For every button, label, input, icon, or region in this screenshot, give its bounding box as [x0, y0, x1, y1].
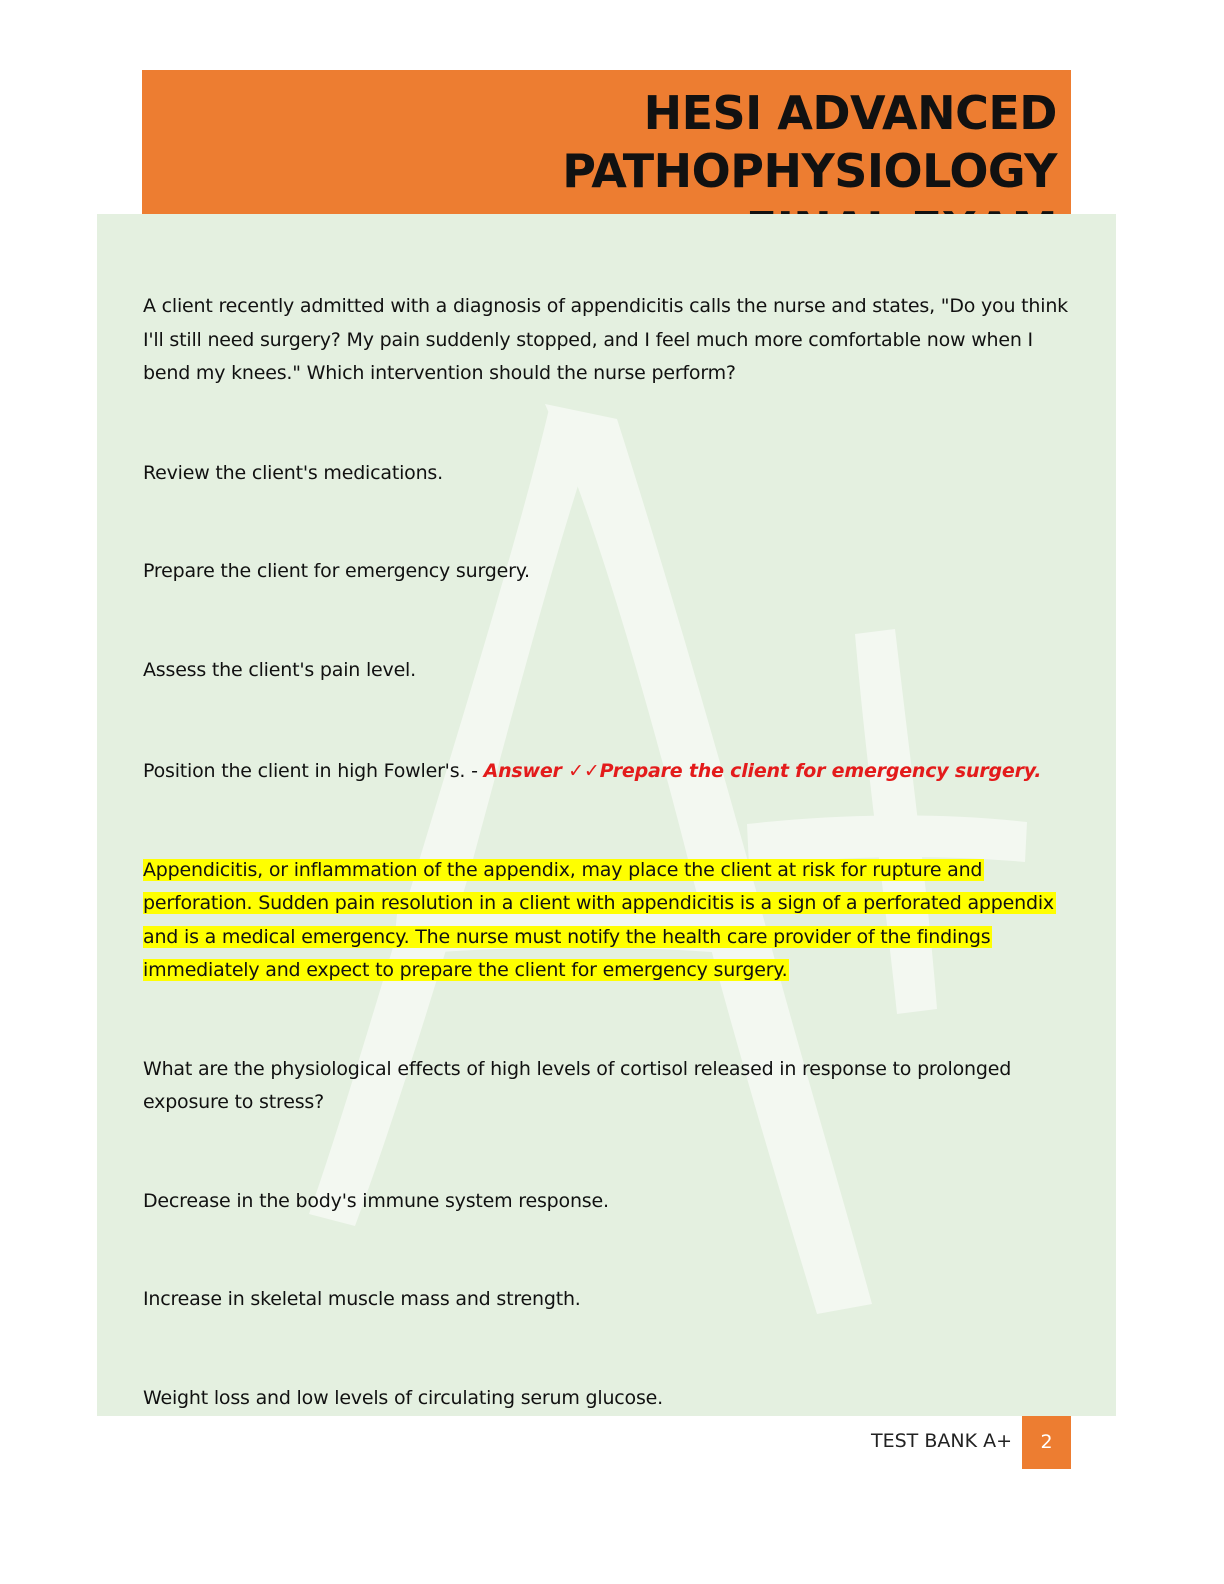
question-2-stem: What are the physiological effects of high levels of cortisol released in response to prolonged exposure to stress?	[143, 1057, 1012, 1113]
question-1-option-3: Assess the client's pain level.	[143, 658, 416, 681]
question-1-option-4-line	[143, 755, 1078, 789]
footer-label: TEST BANK A+	[871, 1430, 1012, 1452]
question-1-stem: A client recently admitted with a diagnosis of appendicitis calls the nurse and states, "Do you think I'll still need surgery? My pain suddenly stopped, and I feel much more comfortable now when I bend my knees." Which intervention should the nurse perform?	[143, 295, 1068, 384]
question-1-option-4: Position the client in high Fowler's. -	[143, 760, 484, 782]
main-content	[143, 290, 1078, 1415]
rationale-paragraph	[143, 854, 1078, 988]
question-1-option-2: Prepare the client for emergency surgery.	[143, 560, 530, 582]
page-number: 2	[1022, 1416, 1071, 1469]
title-banner	[142, 70, 1071, 214]
question-2-option-1: Decrease in the body's immune system response.	[143, 1189, 609, 1212]
rationale-text: Appendicitis, or inflammation of the appendix, may place the client at risk for rupture and perforation. Sudden pain resolution in a client with appendicitis is a sign of a perforated appendix and is a medical emergency. The nurse must notify the health care provider of the findings immediately and expect to prepare the client for emergency surgery.	[143, 858, 1054, 981]
question-1-option-1: Review the client's medications.	[143, 461, 443, 484]
title-line-1: HESI ADVANCED PATHOPHYSIOLOGY	[562, 86, 1057, 198]
question-2-option-3: Weight loss and low levels of circulating serum glucose.	[143, 1386, 663, 1409]
answer-text: Answer ✓✓Prepare the client for emergency surgery.	[483, 760, 1042, 782]
question-2-option-2: Increase in skeletal muscle mass and strength.	[143, 1288, 581, 1310]
